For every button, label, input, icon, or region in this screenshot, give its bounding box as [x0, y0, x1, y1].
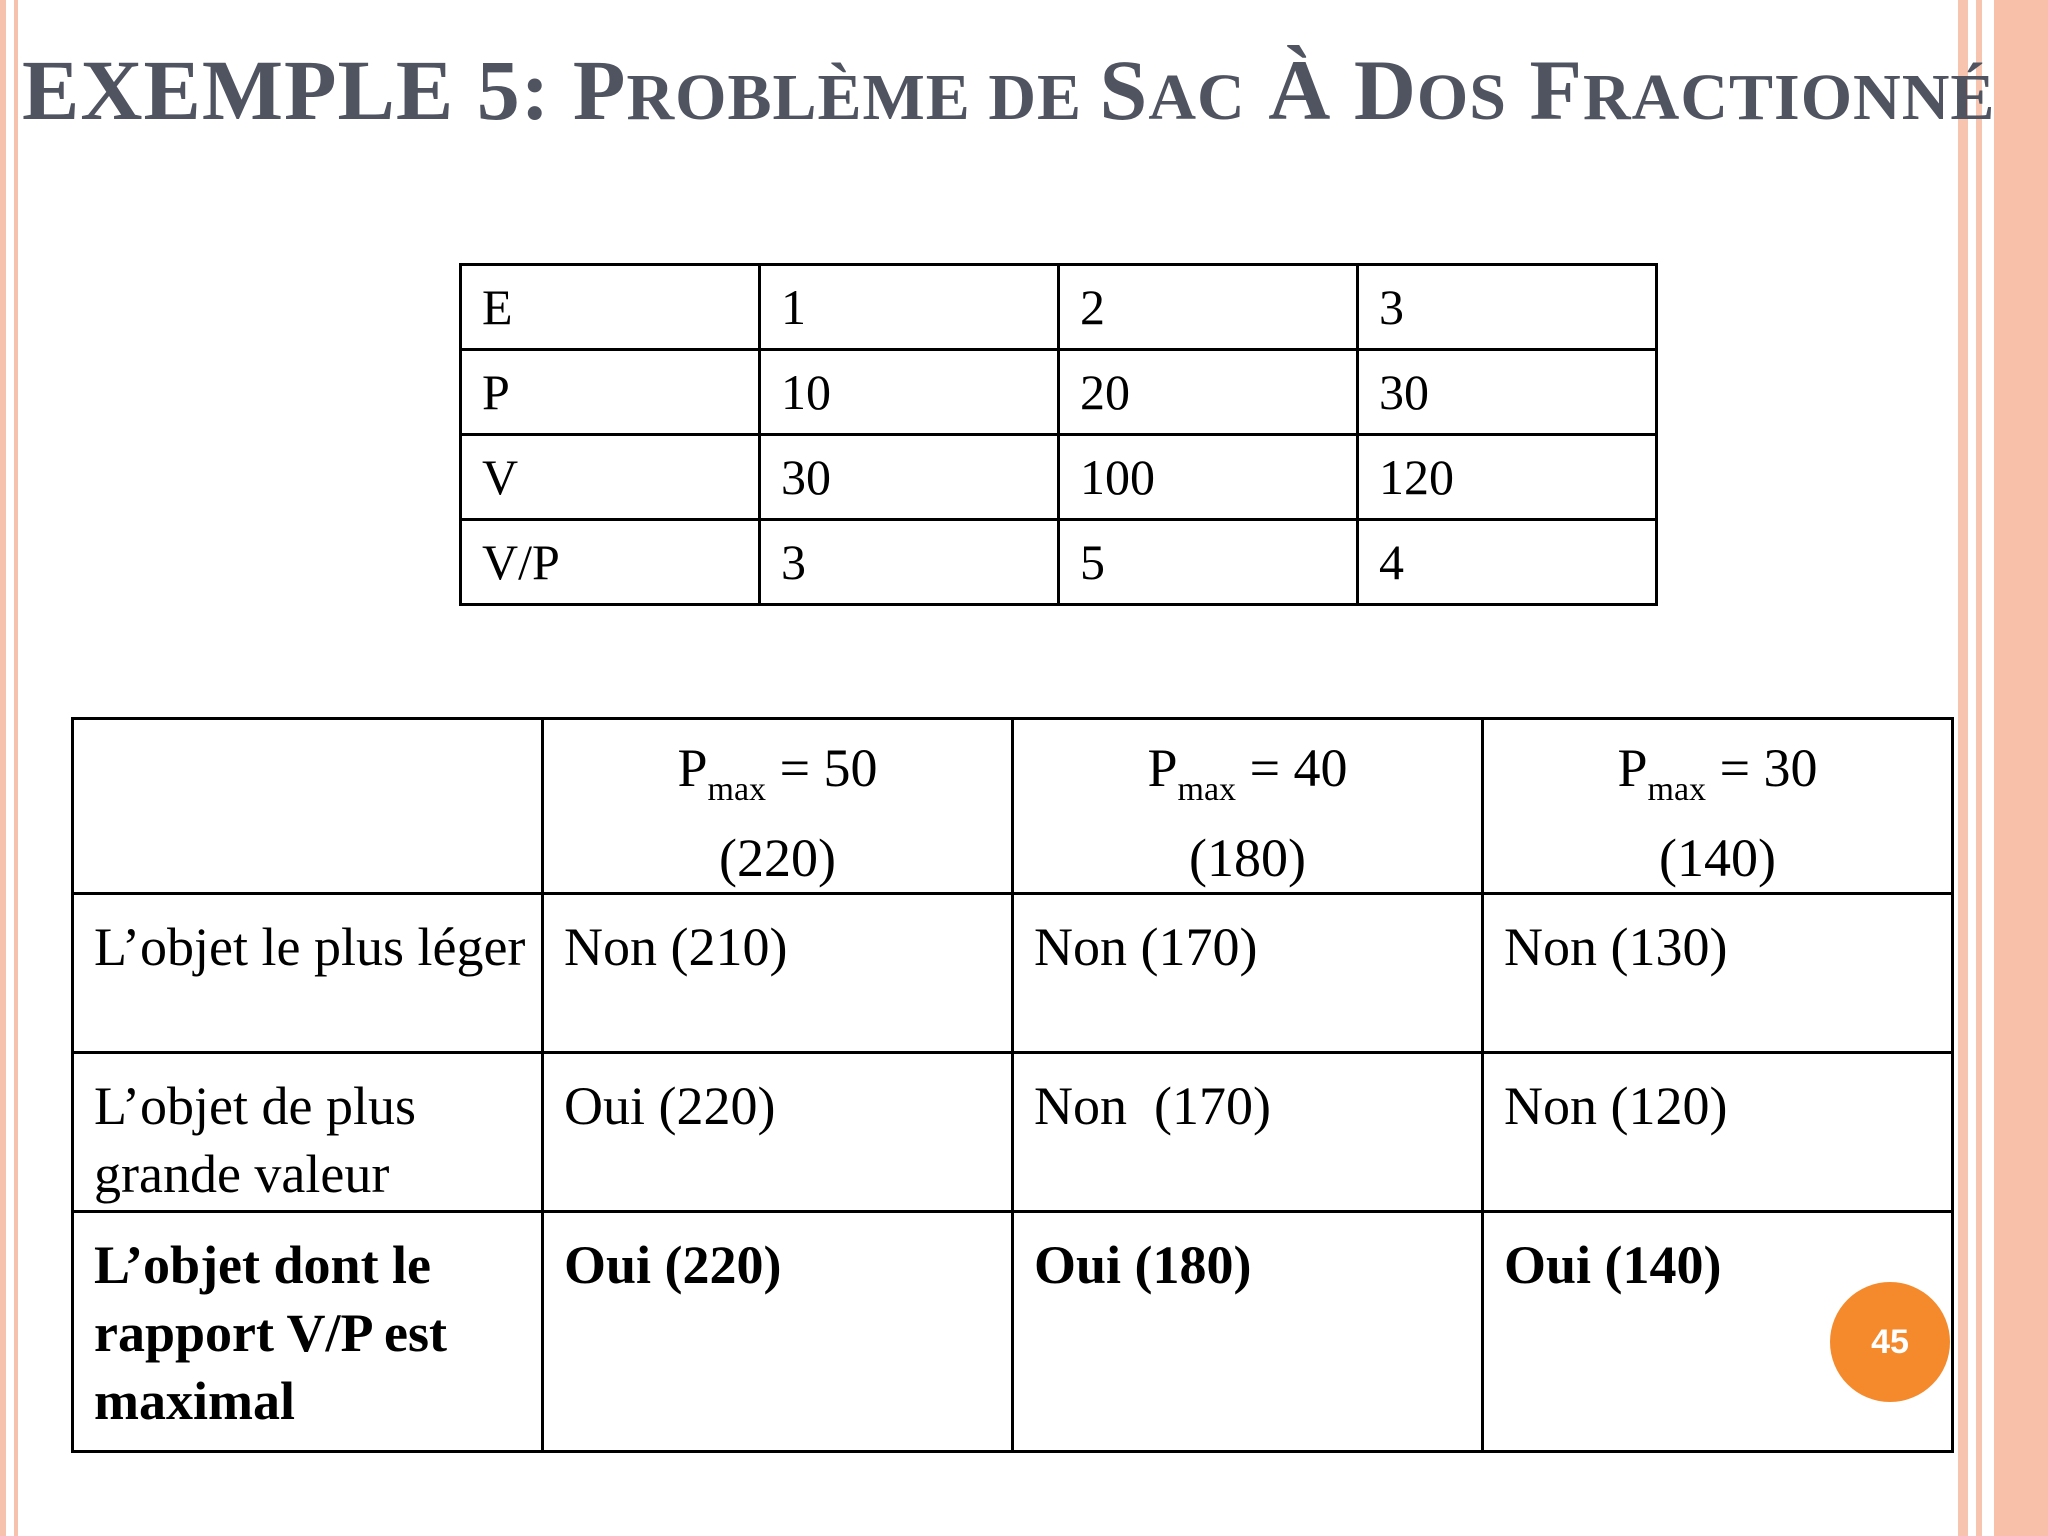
title-word-rest: ROBLÈME — [626, 61, 971, 134]
table-row — [461, 350, 1657, 435]
table-cell: 30 — [1358, 350, 1657, 435]
strategy-table — [71, 717, 1954, 1453]
left-decor-bar-thin — [14, 0, 18, 1536]
header-total: (180) — [1189, 828, 1306, 888]
header-total: (220) — [719, 828, 836, 888]
title-word-cap: S — [1099, 42, 1149, 138]
table-cell: Oui (220) — [543, 1053, 1013, 1212]
title-word-rest: OS — [1416, 61, 1507, 134]
row-label: L’objet le plus léger — [73, 894, 543, 1053]
column-header — [543, 719, 1013, 894]
table-cell: Non (170) — [1013, 1053, 1483, 1212]
table-cell: 30 — [760, 435, 1059, 520]
header-var: P — [1147, 738, 1178, 798]
header-eq: = 30 — [1706, 738, 1818, 798]
title-word-rest: AC — [1148, 61, 1246, 134]
title-word-cap: À — [1268, 42, 1332, 138]
title-word-cap: F — [1506, 42, 1584, 138]
row-header: V/P — [461, 520, 760, 605]
column-header — [1483, 719, 1953, 894]
header-total: (140) — [1659, 828, 1776, 888]
title-prefix: EXEMPLE 5: — [22, 42, 573, 138]
table-cell: 3 — [1358, 265, 1657, 350]
header-sub: max — [1647, 771, 1707, 808]
right-decor-band — [1994, 0, 2048, 1536]
table-cell: 5 — [1059, 520, 1358, 605]
table-header-row — [73, 719, 1953, 894]
table-cell: 120 — [1358, 435, 1657, 520]
header-eq: = 40 — [1236, 738, 1348, 798]
column-header — [1013, 719, 1483, 894]
row-header: E — [461, 265, 760, 350]
table-row — [73, 894, 1953, 1053]
title-word-cap: P — [572, 42, 627, 138]
table-cell: 1 — [760, 265, 1059, 350]
table-cell: Non (210) — [543, 894, 1013, 1053]
right-decor-stripe — [1958, 0, 1968, 1536]
table-row — [461, 435, 1657, 520]
table-cell: 10 — [760, 350, 1059, 435]
title-word-rest: RACTIONNÉ — [1583, 61, 1996, 134]
table-cell: Non (120) — [1483, 1053, 1953, 1212]
row-label: L’objet de plus grande valeur — [73, 1053, 543, 1212]
table-cell: Oui (180) — [1013, 1212, 1483, 1452]
page-number-badge: 45 — [1830, 1282, 1950, 1402]
row-header: P — [461, 350, 760, 435]
header-eq: = 50 — [766, 738, 878, 798]
table-cell: 4 — [1358, 520, 1657, 605]
empty-corner-cell — [73, 719, 543, 894]
left-decor-bar — [0, 0, 6, 1536]
table-cell: 100 — [1059, 435, 1358, 520]
header-sub: max — [1177, 771, 1237, 808]
table-cell: Non (170) — [1013, 894, 1483, 1053]
right-decor-stripe-thin — [1976, 0, 1982, 1536]
items-table — [459, 263, 1658, 606]
row-label: L’objet dont le rapport V/P est maximal — [73, 1212, 543, 1452]
table-cell: 3 — [760, 520, 1059, 605]
header-var: P — [1617, 738, 1648, 798]
table-row — [73, 1053, 1953, 1212]
table-cell: Oui (220) — [543, 1212, 1013, 1452]
title-space — [1246, 42, 1269, 138]
table-row — [461, 520, 1657, 605]
table-cell: 2 — [1059, 265, 1358, 350]
header-sub: max — [707, 771, 767, 808]
row-header: V — [461, 435, 760, 520]
table-cell: Oui (140) — [1483, 1212, 1953, 1452]
table-row — [461, 265, 1657, 350]
title-word-rest: DE — [970, 61, 1100, 134]
table-cell: 20 — [1059, 350, 1358, 435]
header-var: P — [677, 738, 708, 798]
table-cell: Non (130) — [1483, 894, 1953, 1053]
table-row-highlight — [73, 1212, 1953, 1452]
title-word-cap: D — [1331, 42, 1417, 138]
slide-title — [22, 40, 1995, 140]
